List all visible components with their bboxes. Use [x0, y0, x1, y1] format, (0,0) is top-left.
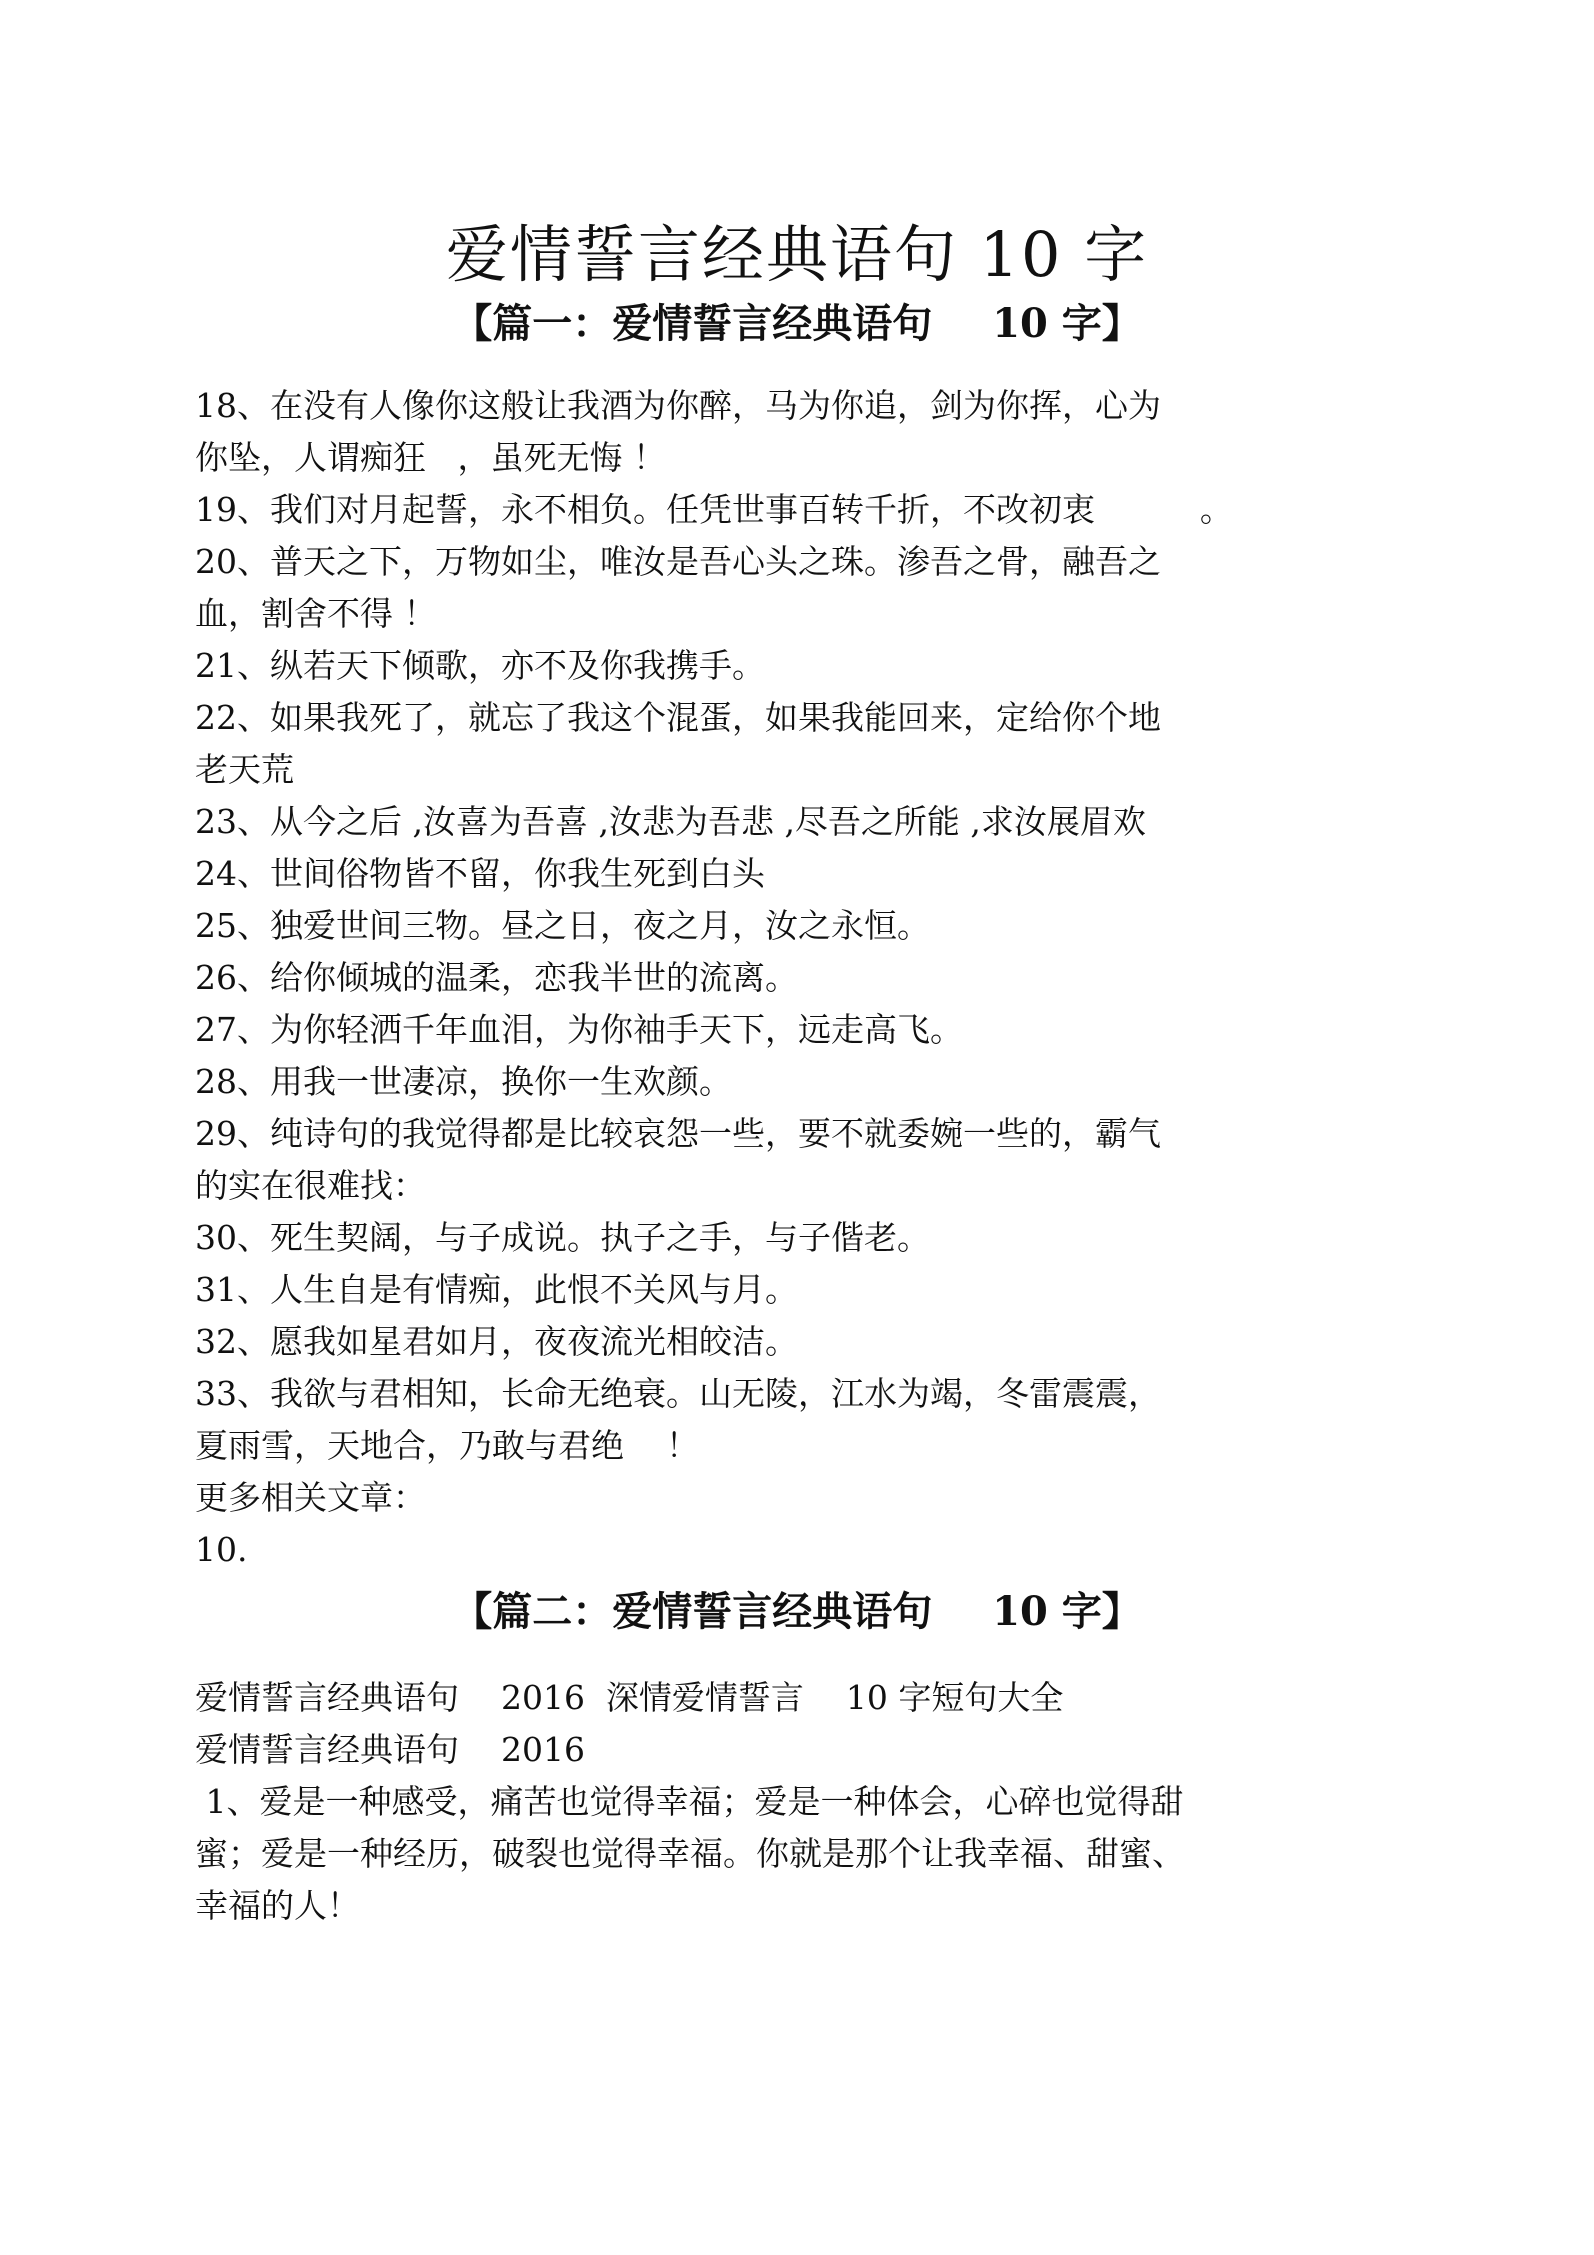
- text-line: 31、人生自是有情痴，此恨不关风与月。: [195, 1270, 798, 1309]
- text-line: 蜜；爱是一种经历，破裂也觉得幸福。你就是那个让我幸福、甜蜜、: [195, 1834, 1185, 1873]
- section-two-heading: [0, 1580, 1594, 1637]
- text-line: 1、爱是一种感受，痛苦也觉得幸福；爱是一种体会，心碎也觉得甜: [195, 1782, 1184, 1821]
- text-line: 30、死生契阔，与子成说。执子之手，与子偕老。: [195, 1218, 930, 1257]
- text-line: 的实在很难找：: [195, 1166, 426, 1205]
- text-line: 19、我们对月起誓，永不相负。任凭世事百转千折，不改初衷 。: [195, 490, 1233, 529]
- text-line: 18、在没有人像你这般让我酒为你醉，马为你追，剑为你挥，心为: [195, 386, 1161, 425]
- text-line: 27、为你轻洒千年血泪，为你袖手天下，远走高飞。: [195, 1010, 963, 1049]
- section-one-heading: [0, 292, 1594, 349]
- section-one-body: [195, 380, 1255, 1576]
- text-line: 33、我欲与君相知，长命无绝衰。山无陵，江水为竭，冬雷震震，: [195, 1374, 1161, 1413]
- text-line: 10.: [195, 1530, 248, 1569]
- section-two-heading-left: 【篇二：爱情誓言经典语句: [452, 1588, 933, 1635]
- text-line: 20、普天之下，万物如尘，唯汝是吾心头之珠。渗吾之骨，融吾之: [195, 542, 1161, 581]
- text-line: 26、给你倾城的温柔，恋我半世的流离。: [195, 958, 798, 997]
- text-line: 血，割舍不得 ！: [195, 594, 437, 633]
- section-one-heading-left: 【篇一：爱情誓言经典语句: [452, 300, 933, 347]
- text-line: 32、愿我如星君如月，夜夜流光相皎洁。: [195, 1322, 798, 1361]
- section-two-heading-right: 10 字】: [992, 1588, 1142, 1635]
- text-line: 你坠，人谓痴狂 ，虽死无悔 ！: [195, 438, 666, 477]
- text-line: 23、从今之后 ,汝喜为吾喜 ,汝悲为吾悲 ,尽吾之所能 ,求汝展眉欢: [195, 802, 1146, 841]
- text-line: 22、如果我死了，就忘了我这个混蛋，如果我能回来，定给你个地: [195, 698, 1161, 737]
- text-line: 21、纵若天下倾歌，亦不及你我携手。: [195, 646, 765, 685]
- page-title: 爱情誓言经典语句 10 字: [445, 218, 1149, 291]
- text-line: 28、用我一世凄凉，换你一生欢颜。: [195, 1062, 732, 1101]
- text-line: 29、纯诗句的我觉得都是比较哀怨一些，要不就委婉一些的，霸气: [195, 1114, 1161, 1153]
- text-line: 幸福的人！: [195, 1886, 360, 1925]
- text-line: 爱情誓言经典语句 2016 深情爱情誓言 10 字短句大全: [195, 1678, 1064, 1717]
- text-line: 24、世间俗物皆不留，你我生死到白头: [195, 854, 765, 893]
- text-line: 更多相关文章：: [195, 1478, 426, 1517]
- text-line: 25、独爱世间三物。昼之日，夜之月，汝之永恒。: [195, 906, 930, 945]
- text-line: 爱情誓言经典语句 2016: [195, 1730, 585, 1769]
- section-one-heading-right: 10 字】: [992, 300, 1142, 347]
- text-line: 夏雨雪，天地合，乃敢与君绝 ！: [195, 1426, 699, 1465]
- section-two-body: [195, 1672, 1255, 1932]
- text-line: 老天荒: [195, 750, 294, 789]
